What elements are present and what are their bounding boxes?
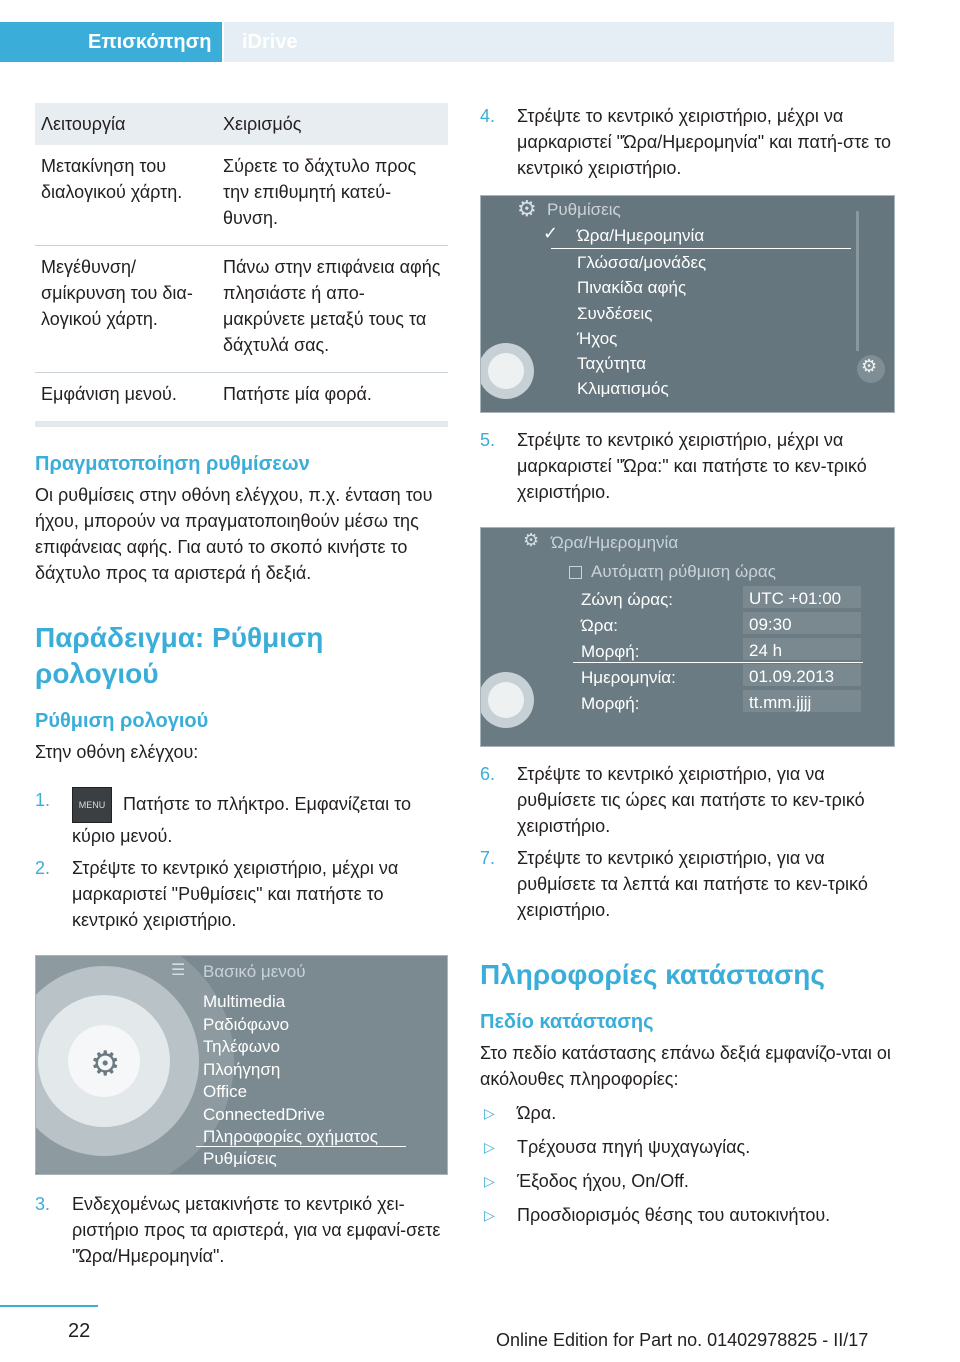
triangle-bullet-icon: ▷ [484, 1173, 495, 1189]
step-number: 6. [480, 764, 496, 784]
field-value: UTC +01:00 [749, 589, 842, 608]
screen-header: Ώρα/Ημερομηνία [551, 533, 679, 552]
list-item-text: Έξοδος ήχου, On/Off. [517, 1171, 689, 1191]
gear-icon: ⚙ [517, 196, 537, 221]
step-text: Στρέψτε το κεντρικό χειριστήριο, μέχρι να μαρκαριστεί "Ώρα:" και πατήστε το κεν-τρικό χειριστήριο. [517, 430, 867, 502]
list-item [480, 1100, 895, 1126]
menu-item[interactable]: Γλώσσα/μονάδες [577, 253, 707, 272]
step-6 [480, 761, 895, 839]
screenshot-time-date [480, 527, 895, 747]
field-label: Ζώνη ώρας: [581, 590, 674, 609]
tab-overview-label: Επισκόπηση [88, 31, 212, 53]
step-5 [480, 427, 895, 505]
knob-graphic [481, 528, 894, 746]
menu-item[interactable]: Ραδιόφωνο [203, 1015, 290, 1034]
field-value: tt.mm.jjjj [749, 693, 812, 712]
list-item-text: Προσδιορισμός θέσης του αυτοκινήτου. [517, 1205, 831, 1225]
step-number: 4. [480, 106, 496, 126]
menu-item[interactable]: Κλιματισμός [577, 379, 669, 398]
example-subheading: Ρύθμιση ρολογιού [35, 710, 209, 732]
step-text: Στρέψτε το κεντρικό χειριστήριο, μέχρι να μαρκαριστεί "Ώρα/Ημερομηνία" και πατή-στε το κεντρικό χειριστήριο. [517, 106, 892, 178]
table-cell: Μεγέθυνση/ σμίκρυνση του δια-λογικού χάρτη. [35, 246, 217, 373]
step-number: 5. [480, 430, 496, 450]
table-cell: Πάνω στην επιφάνεια αφής πλησιάστε ή απο-μακρύνετε μεταξύ τους τα δάχτυλά σας. [217, 246, 448, 373]
triangle-bullet-icon: ▷ [484, 1105, 495, 1121]
page-number: 22 [68, 1320, 91, 1342]
example-intro: Στην οθόνη ελέγχου: [35, 742, 199, 762]
step-number: 7. [480, 848, 496, 868]
menu-item[interactable]: ConnectedDrive [203, 1105, 325, 1124]
screen-header: Ρυθμίσεις [547, 200, 621, 219]
screen-header: Βασικό μενού [203, 962, 306, 981]
menu-item[interactable]: Συνδέσεις [577, 304, 653, 323]
table-cell: Πατήστε μία φορά. [223, 384, 372, 404]
step-text: Στρέψτε το κεντρικό χειριστήριο, μέχρι να μαρκαριστεί "Ρυθμίσεις" και πατήστε το κεντρικό χειριστήριο. [72, 858, 399, 930]
screenshot-main-menu [35, 955, 448, 1175]
menu-item[interactable]: Πινακίδα αφής [577, 278, 687, 297]
table-cell: Σύρετε το δάχτυλο προς την επιθυμητή κατεύ-θυνση. [217, 145, 448, 246]
tab-overview[interactable] [0, 22, 222, 62]
table-row [35, 373, 448, 422]
gear-icon-small: ⚙ [861, 356, 878, 376]
menu-item[interactable]: Ήχος [577, 329, 618, 348]
list-item [480, 1202, 895, 1228]
tab-idrive-label: iDrive [242, 31, 298, 53]
highlight-line [196, 1146, 406, 1147]
step-text: Στρέψτε το κεντρικό χειριστήριο, για να ρυθμίσετε τις ώρες και πατήστε το κεν-τρικό χειριστήριο. [517, 764, 865, 836]
field-value: 09:30 [749, 615, 792, 634]
menu-item-selected[interactable]: Ρυθμίσεις [203, 1149, 277, 1168]
status-intro: Στο πεδίο κατάστασης επάνω δεξιά εμφανίζο-νται οι ακόλουθες πληροφορίες: [480, 1043, 891, 1089]
step-2 [35, 855, 448, 933]
field-label: Ημερομηνία: [581, 668, 676, 687]
step-4 [480, 103, 895, 181]
step-7 [480, 845, 895, 923]
list-item-text: Τρέχουσα πηγή ψυχαγωγίας. [517, 1137, 751, 1157]
footer-rule [0, 1305, 98, 1307]
step-1 [35, 787, 448, 849]
gear-icon: ⚙ [90, 1045, 121, 1083]
highlight-line [551, 248, 851, 249]
menu-item[interactable]: Πληροφορίες οχήματος [203, 1127, 378, 1146]
edition-note: Online Edition for Part no. 01402978825 - II/17 [496, 1330, 869, 1350]
table-header-function: Λειτουργία [35, 103, 217, 145]
field-value: 24 h [749, 641, 783, 660]
table-row [35, 145, 448, 246]
step-text: Πατήστε το πλήκτρο. Εμφανίζεται το κύριο μενού. [72, 793, 411, 846]
status-subheading: Πεδίο κατάστασης [480, 1011, 654, 1033]
menu-item[interactable]: Πλοήγηση [203, 1060, 281, 1079]
function-table [35, 103, 448, 421]
table-cell: Εμφάνιση μενού. [41, 384, 177, 404]
field-label: Μορφή: [581, 642, 640, 661]
field-value: 01.09.2013 [749, 667, 835, 686]
menu-item[interactable]: Τηλέφωνο [203, 1037, 280, 1056]
step-number: 3. [35, 1194, 51, 1214]
menu-item[interactable]: Multimedia [203, 992, 286, 1011]
screenshot-settings [480, 195, 895, 413]
field-label: Μορφή: [581, 694, 640, 713]
settings-text: Οι ρυθμίσεις στην οθόνη ελέγχου, π.χ. ένταση του ήχου, μπορούν να πραγματοποιηθούν μέσω της επιφάνειας αφής. Για αυτό το σκοπό κινήστε το δάχτυλο προς τα αριστερά ή δεξιά. [35, 485, 433, 583]
step-text: Ενδεχομένως μετακινήστε το κεντρικό χει-ριστήριο προς τα αριστερά, για να εμφανί-σετε "Ώρα/Ημερομηνία". [72, 1194, 441, 1266]
list-item-text: Ώρα. [517, 1103, 557, 1123]
field-label: Ώρα: [581, 616, 619, 635]
menu-item-selected[interactable]: Ώρα/Ημερομηνία [577, 226, 705, 245]
triangle-bullet-icon: ▷ [484, 1207, 495, 1223]
triangle-bullet-icon: ▷ [484, 1139, 495, 1155]
checkbox-icon[interactable] [569, 566, 582, 579]
header-tabs [0, 22, 894, 62]
check-icon: ✓ [543, 223, 559, 243]
settings-heading: Πραγματοποίηση ρυθμίσεων [35, 453, 310, 475]
table-row [35, 246, 448, 373]
step-number: 1. [35, 790, 51, 810]
settings-icon: ⚙ [523, 530, 540, 550]
step-number: 2. [35, 858, 51, 878]
table-header-operation: Χειρισμός [217, 103, 448, 145]
menu-item[interactable]: Office [203, 1082, 248, 1101]
checkbox-label: Αυτόματη ρύθμιση ώρας [591, 562, 776, 581]
step-3 [35, 1191, 448, 1269]
list-icon: ☰ [171, 962, 186, 979]
step-text: Στρέψτε το κεντρικό χειριστήριο, για να ρυθμίσετε τα λεπτά και πατήστε το κεν-τρικό χειριστήριο. [517, 848, 868, 920]
example-heading: Παράδειγμα: Ρύθμιση ρολογιού [35, 622, 324, 689]
left-column [35, 103, 448, 1269]
scrollbar[interactable] [856, 211, 859, 351]
list-item [480, 1134, 895, 1160]
table-bottom-rule [35, 421, 448, 427]
menu-key-icon: MENU [72, 787, 112, 823]
right-column [480, 103, 895, 1228]
menu-item[interactable]: Ταχύτητα [577, 354, 647, 373]
list-item [480, 1168, 895, 1194]
highlight-line [573, 662, 863, 663]
tab-idrive[interactable] [224, 22, 894, 62]
table-cell: Μετακίνηση του διαλογικού χάρτη. [35, 145, 217, 246]
status-heading: Πληροφορίες κατάστασης [480, 959, 825, 990]
